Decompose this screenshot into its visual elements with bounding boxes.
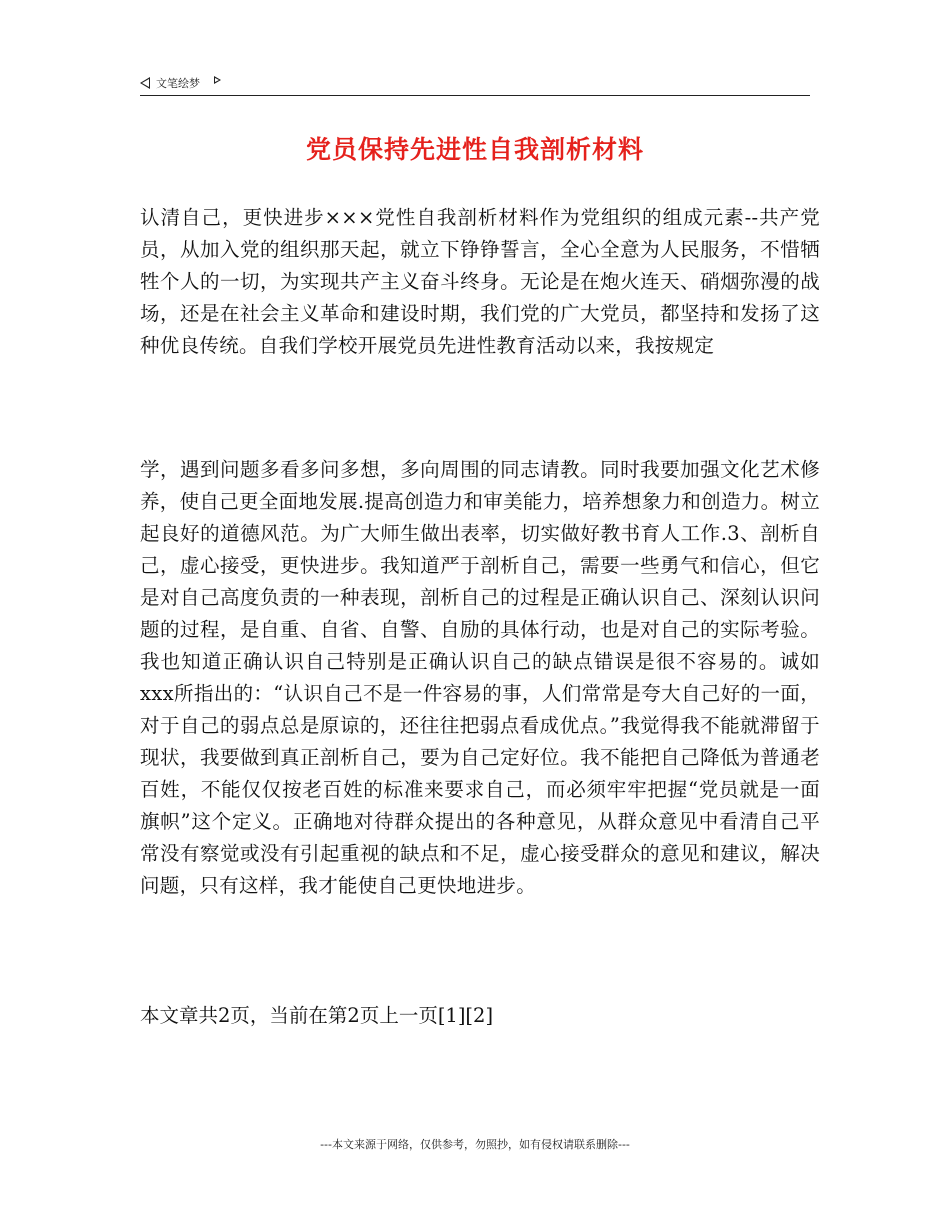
triangle-left-icon bbox=[140, 77, 150, 89]
footer-notice: ---本文来源于网络，仅供参考，勿照抄，如有侵权请联系删除--- bbox=[320, 1138, 630, 1151]
triangle-right-icon bbox=[214, 76, 221, 84]
body-paragraph-2: 学，遇到问题多看多问多想，多向周围的同志请教。同时我要加强文化艺术修养，使自己更全面地发展.提高创造力和审美能力，培养想象力和创造力。树立起良好的道德风范。为广大师生做出表率，切实做好教书育人工作.3、剖析自己，虚心接受，更快进步。我知道严于剖析自己，需要一些勇气和信心，但它是对自己高度负责的一种表现，剖析自己的过程是正确认识自己、深刻认识问题的过程，是自重、自省、自警、自励的具体行动，也是对自己的实际考验。我也知道正确认识自己特别是正确认识自己的缺点错误是很不容易的。诚如xxx所指出的：“认识自己不是一件容易的事，人们常常是夸大自己好的一面，对于自己的弱点总是原谅的，还往往把弱点看成优点。”我觉得我不能就滞留于现状，我要做到真正剖析自己，要为自己定好位。我不能把自己降低为普通老百姓，不能仅仅按老百姓的标准来要求自己，而必须牢牢把握“党员就是一面旗帜”这个定义。正确地对待群众提出的各种意见，从群众意见中看清自己平常没有察觉或没有引起重视的缺点和不足，虚心接受群众的意见和建议，解决问题，只有这样，我才能使自己更快地进步。 bbox=[140, 458, 820, 897]
body-paragraph-1: 认清自己，更快进步×××党性自我剖析材料作为党组织的组成元素--共产党员，从加入党的组织那天起，就立下铮铮誓言，全心全意为人民服务，不惜牺牲个人的一切，为实现共产主义奋斗终身。无论是在炮火连天、硝烟弥漫的战场，还是在社会主义革命和建设时期，我们党的广大党员，都坚持和发扬了这种优良传统。自我们学校开展党员先进性教育活动以来，我按规定 bbox=[140, 206, 820, 357]
header-divider bbox=[140, 95, 810, 96]
pagination-text[interactable]: 本文章共2页，当前在第2页上一页[1][2] bbox=[140, 1004, 494, 1027]
document-title: 党员保持先进性自我剖析材料 bbox=[305, 135, 644, 164]
header-brand: 文笔绘梦 bbox=[156, 77, 200, 90]
page-header bbox=[140, 72, 810, 96]
